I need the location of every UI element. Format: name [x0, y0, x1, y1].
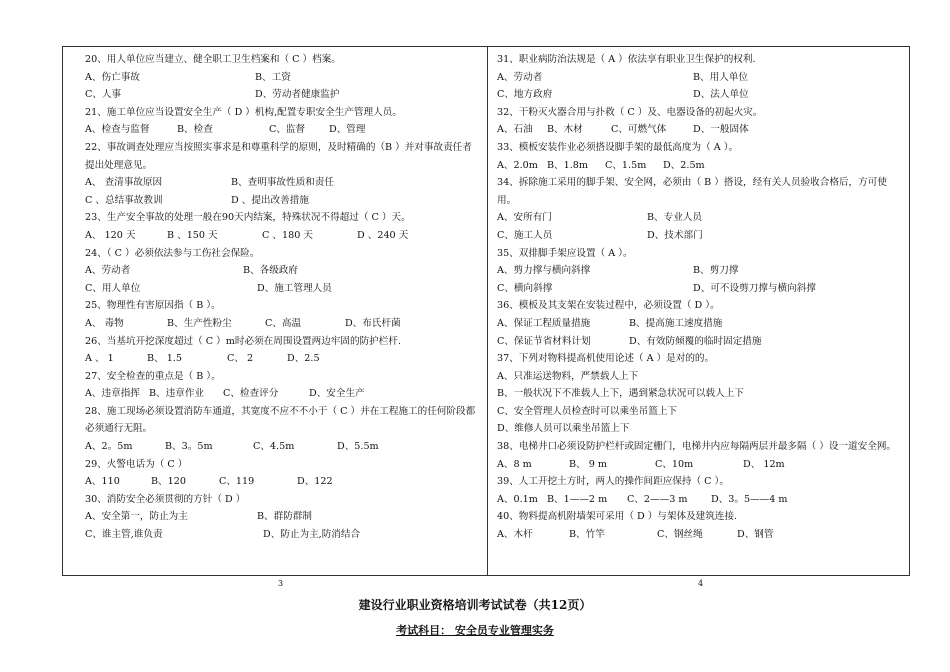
answer-option: C、2——3 m	[627, 493, 688, 505]
answer-option: C、 2	[227, 353, 254, 365]
answer-option: A 、 1	[85, 353, 114, 365]
answer-option: A、违章指挥	[85, 388, 140, 400]
answer-options	[497, 526, 903, 544]
left-column	[85, 51, 481, 544]
answer-option: D、布氏杆菌	[345, 317, 401, 329]
answer-option: B、竹竿	[569, 529, 605, 541]
question-text: 35、双排脚手架应设置（ A ）。	[497, 247, 633, 259]
answer-option: B、违章作业	[149, 388, 205, 400]
answer-option: D、5.5m	[337, 441, 379, 453]
answer-option-line: C、安全管理人员检查时可以乘坐吊篮上下	[497, 405, 678, 417]
answer-option: A、8 m	[497, 458, 532, 470]
answer-option: A、2。5m	[85, 441, 133, 453]
question-text: 29、火警电话为（ C ）	[85, 458, 188, 470]
question-text: 40、物料提高机附墙架可采用（ D ）与架体及建筑连接.	[497, 511, 738, 523]
answer-option: D、 12m	[743, 458, 785, 470]
answer-option: C、监督	[269, 124, 306, 136]
answer-option: D、2.5m	[663, 159, 705, 171]
answer-option-line: A、只准运送物料，严禁载人上下	[497, 370, 639, 382]
right-column	[497, 51, 903, 544]
answer-option: B、工资	[255, 71, 291, 83]
answer-options	[497, 157, 903, 175]
answer-options	[85, 438, 481, 456]
answer-option: C、人事	[85, 89, 122, 101]
question-text: 38、电梯井口必须设防护栏杆或固定栅门，电梯井内应每隔两层并最多隔（ ）设一道安全网。	[497, 441, 897, 453]
page-number-right: 4	[698, 579, 704, 588]
question-text: 34、拆除施工采用的脚手架、安全网，必须由（ B ）搭设，经有关人员验收合格后，方可使用。	[497, 177, 887, 206]
answer-options	[497, 121, 903, 139]
answer-options	[85, 315, 481, 333]
answer-option: D、122	[297, 476, 333, 488]
answer-options	[497, 69, 903, 87]
answer-option: D、安全生产	[309, 388, 365, 400]
answer-options	[85, 473, 481, 491]
answer-options	[85, 508, 481, 526]
answer-option: D 、240 天	[357, 229, 409, 241]
answer-options	[85, 174, 481, 192]
answer-option: A、安所有门	[497, 212, 552, 224]
answer-option: D、劳动者健康监护	[255, 89, 340, 101]
answer-options	[497, 315, 903, 333]
answer-option: B、木材	[547, 124, 583, 136]
answer-option-line: D、维修人员可以乘坐吊篮上下	[497, 423, 630, 435]
answer-option: C、地方政府	[497, 89, 553, 101]
answer-options	[497, 227, 903, 245]
answer-option: A、110	[85, 476, 120, 488]
question-text: 20、用人单位应当建立、健全职工卫生档案和（ C ）档案。	[85, 54, 341, 65]
question-text: 31、职业病防治法规是（ A ）依法享有职业卫生保护的权利.	[497, 54, 756, 65]
answer-options	[497, 333, 903, 351]
question-text: 39、人工开挖土方时，两人的操作间距应保持（ C ）。	[497, 476, 729, 488]
question-text: 21、施工单位应当设置安全生产（ D ）机构,配置专职安全生产管理人员。	[85, 106, 402, 118]
exam-sheet	[62, 46, 910, 576]
answer-options	[497, 86, 903, 104]
answer-options	[497, 209, 903, 227]
answer-options	[85, 121, 481, 139]
answer-option: B、 9 m	[569, 458, 607, 470]
question-text: 25、物理性有害原因指（ B ）。	[85, 300, 221, 312]
answer-option: B、提高施工速度措施	[629, 317, 723, 329]
answer-option: B、剪刀撑	[693, 265, 739, 277]
answer-option: C、谁主管,谁负责	[85, 529, 163, 541]
answer-option: B、各级政府	[243, 265, 299, 277]
answer-options	[85, 86, 481, 104]
answer-options	[497, 280, 903, 298]
question-text: 24、（ C ）必须依法参与工伤社会保险。	[85, 247, 260, 259]
answer-option: B、检查	[177, 124, 213, 136]
answer-option: B、 1.5	[147, 353, 182, 365]
answer-option: D、法人单位	[693, 89, 749, 101]
answer-option: D、防止为主,防消结合	[263, 529, 361, 541]
answer-option: D、一般固体	[693, 124, 749, 136]
answer-option: A、剪力撑与横向斜撑	[497, 265, 591, 277]
answer-option: D 、提出改善措施	[231, 194, 309, 206]
question-text: 32、干粉灭火器合用与扑救（ C ）及、电器设备的初起火灾。	[497, 106, 763, 118]
answer-option: C、施工人员	[497, 229, 553, 241]
answer-option: D、有效防倾覆的临时固定措施	[629, 335, 762, 347]
question-text: 26、当基坑开挖深度超过（ C ）m时必须在周围设置两边牢固的防护栏杆.	[85, 335, 402, 347]
answer-option: A、 120 天	[85, 229, 136, 241]
answer-option: A、检查与监督	[85, 124, 150, 136]
answer-option: D、管理	[329, 124, 366, 136]
answer-options	[497, 456, 903, 474]
answer-option: A、石油	[497, 124, 533, 136]
answer-option: D、技术部门	[647, 229, 703, 241]
question-text: 36、模板及其支架在安装过程中，必须设置（ D ）。	[497, 300, 720, 312]
answer-options	[497, 491, 903, 509]
answer-option: B、用人单位	[693, 71, 749, 83]
answer-options	[85, 262, 481, 280]
column-divider	[487, 47, 488, 575]
answer-option: A、安全第一，防止为主	[85, 511, 188, 523]
answer-option: C、高温	[265, 317, 302, 329]
question-text: 28、施工现场必须设置消防车通道，其宽度不应不不小于（ C ）并在工程施工的任何阶段都必须通行无阻。	[85, 405, 476, 435]
answer-options	[85, 192, 481, 210]
answer-options	[85, 69, 481, 87]
answer-option: D、施工管理人员	[257, 282, 332, 294]
answer-option: A、劳动者	[85, 265, 131, 277]
answer-options	[85, 350, 481, 368]
answer-option: C、119	[219, 476, 255, 488]
answer-option: C 、180 天	[262, 229, 313, 241]
answer-options	[85, 227, 481, 245]
answer-options	[85, 385, 481, 403]
answer-option: D、可不设剪刀撑与横向斜撑	[693, 282, 816, 294]
question-text: 33、模板安装作业必须搭设脚手架的最低高度为（ A ）。	[497, 141, 739, 153]
answer-option: D、钢管	[737, 529, 774, 541]
answer-option: D、3。5——4 m	[711, 493, 788, 505]
answer-options	[85, 526, 481, 544]
answer-option: C、1.5m	[605, 159, 647, 171]
answer-option: C、检查评分	[223, 388, 279, 400]
answer-option: C、保证节省材料计划	[497, 335, 591, 347]
answer-option: C、横向斜撑	[497, 282, 553, 294]
question-text: 22、事故调查处理应当按照实事求是和尊重科学的原则，及时精确的（B ）并对事故责任者提出处理意见。	[85, 141, 472, 171]
question-text: 23、生产安全事故的处理一般在90天内结案，特殊状况不得超过（ C ）天。	[85, 212, 411, 224]
question-text: 30、消防安全必须贯彻的方针（ D ）	[85, 493, 246, 505]
answer-option: C、10m	[655, 458, 694, 470]
answer-option: C、4.5m	[253, 441, 295, 453]
answer-option: B、1.8m	[547, 159, 588, 171]
exam-title: 建设行业职业资格培训考试试卷（共12页）	[358, 598, 592, 612]
question-text: 37、下列对物料提高机使用论述（ A ）是对的的。	[497, 353, 715, 365]
answer-option: B、生产性粉尘	[167, 317, 232, 329]
answer-option: A、 查清事故原因	[85, 177, 163, 189]
answer-option: D、2.5	[287, 353, 320, 365]
answer-option: A、保证工程质量措施	[497, 317, 591, 329]
answer-option: C、可燃气体	[611, 124, 667, 136]
answer-option: B、专业人员	[647, 212, 703, 224]
answer-option: B、3。5m	[165, 441, 213, 453]
answer-option: C 、总结事故教训	[85, 194, 163, 206]
answer-option: C、钢丝绳	[657, 529, 703, 541]
answer-option-line: B、一般状况下不准载人上下，遇到紧急状况可以载人上下	[497, 388, 744, 400]
answer-option: B、群防群制	[257, 511, 313, 523]
answer-option: A、0.1m	[497, 493, 538, 505]
answer-option: B、查明事故性质和责任	[231, 177, 334, 189]
answer-option: B 、150 天	[167, 229, 218, 241]
answer-option: C、用人单位	[85, 282, 141, 294]
answer-option: A、劳动者	[497, 71, 543, 83]
exam-subject: 考试科目： 安全员专业管理实务	[396, 624, 554, 637]
answer-option: A、2.0m	[497, 159, 538, 171]
answer-options	[497, 262, 903, 280]
answer-option: B、1——2 m	[547, 493, 608, 505]
answer-option: A、木杆	[497, 529, 533, 541]
question-text: 27、安全检查的重点是（ B ）。	[85, 370, 221, 382]
answer-option: A、伤亡事故	[85, 71, 140, 83]
answer-option: A、 毒物	[85, 317, 124, 329]
page-number-left: 3	[278, 579, 284, 588]
answer-option: B、120	[151, 476, 186, 488]
answer-options	[85, 280, 481, 298]
